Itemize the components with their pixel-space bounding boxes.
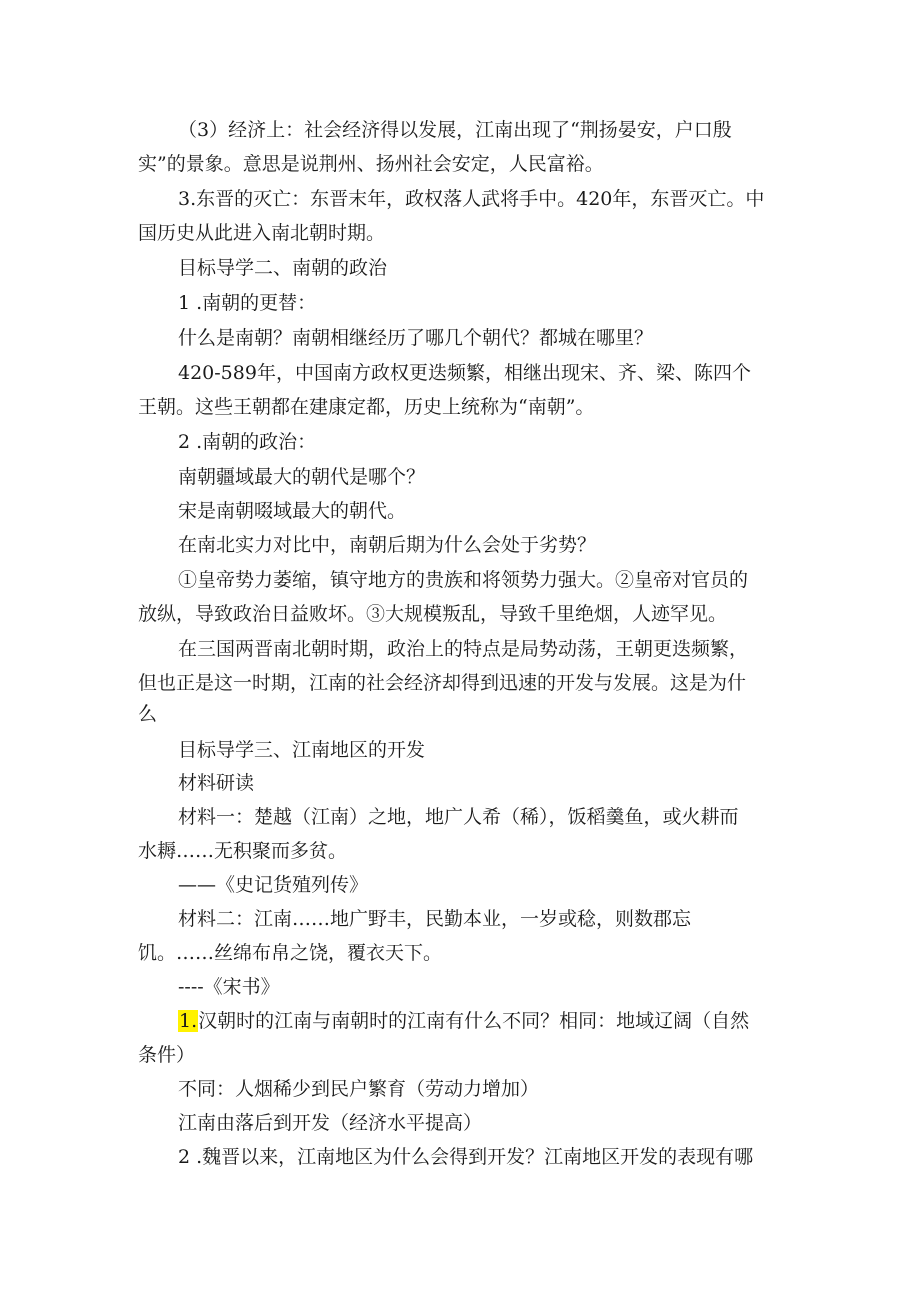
- text-line: 在南北实力对比中，南朝后期为什么会处于劣势？: [178, 534, 597, 556]
- text-line: 什么是南朝？南朝相继经历了哪几个朝代？都城在哪里？: [178, 327, 654, 349]
- text-line: 放纵，导致政治日益败坏。③大规模叛乱，导致千里绝烟，人迹罕见。: [138, 603, 728, 625]
- text-line: 国历史从此进入南北朝时期。: [138, 222, 386, 244]
- subsection-heading: 1 .南朝的更替：: [178, 292, 317, 314]
- text-line: 3.东晋的灭亡：东晋末年，政权落人武将手中。420年，东晋灭亡。中: [178, 188, 765, 210]
- section-heading: 目标导学二、南朝的政治: [178, 257, 388, 279]
- text-line: [178, 1009, 788, 1035]
- text-line: 水耨……无积聚而多贫。: [138, 840, 348, 862]
- text-line: 但也正是这一时期，江南的社会经济却得到迅速的开发与发展。这是为什: [138, 672, 747, 694]
- highlight-marker: 1.: [179, 1010, 198, 1032]
- text-line: 2 .魏晋以来，江南地区为什么会得到开发？江南地区开发的表现有哪: [178, 1146, 754, 1168]
- text-line: 宋是南朝啜域最大的朝代。: [178, 500, 407, 522]
- text-line: 条件）: [138, 1044, 196, 1066]
- subsection-heading: 2 .南朝的政治：: [178, 431, 317, 453]
- text-line: 420-589年，中国南方政权更迭频繁，相继出现宋、齐、梁、陈四个: [178, 362, 751, 384]
- text-line-content: 汉朝时的江南与南朝时的江南有什么不同？相同：地域辽阔（自然: [198, 1010, 750, 1032]
- text-line: 材料二：江南……地广野丰，民勤本业，一岁或稔，则数郡忘: [178, 908, 692, 930]
- section-heading: 目标导学三、江南地区的开发: [178, 739, 426, 761]
- text-line: 么: [138, 703, 158, 725]
- text-line: ①皇帝势力萎缩，镇守地方的贵族和将领势力强大。②皇帝对官员的: [178, 569, 749, 591]
- text-line: （3）经济上：社会经济得以发展，江南出现了“荆扬晏安，户口殷: [178, 119, 732, 141]
- text-line: 不同：人烟稀少到民户繁育（劳动力增加）: [178, 1078, 540, 1100]
- text-line: 南朝疆域最大的朝代是哪个？: [178, 466, 426, 488]
- source-citation: ----《宋书》: [178, 976, 280, 998]
- text-line: 饥。……丝绵布帛之饶，覆衣天下。: [138, 942, 443, 964]
- text-line: 材料研读: [178, 772, 255, 794]
- text-line: 江南由落后到开发（经济水平提高）: [178, 1112, 483, 1134]
- text-line: 材料一：楚越（江南）之地，地广人希（稀），饭稻羹鱼，或火耕而: [178, 806, 739, 828]
- text-line: 实”的景象。意思是说荆州、扬州社会安定，人民富裕。: [138, 153, 604, 175]
- text-line: 在三国两晋南北朝时期，政治上的特点是局势动荡，王朝更迭频繁，: [178, 638, 749, 660]
- text-line: 王朝。这些王朝都在建康定都，历史上统称为“南朝”。: [138, 396, 595, 418]
- source-citation: ——《史记货殖列传》: [178, 874, 369, 896]
